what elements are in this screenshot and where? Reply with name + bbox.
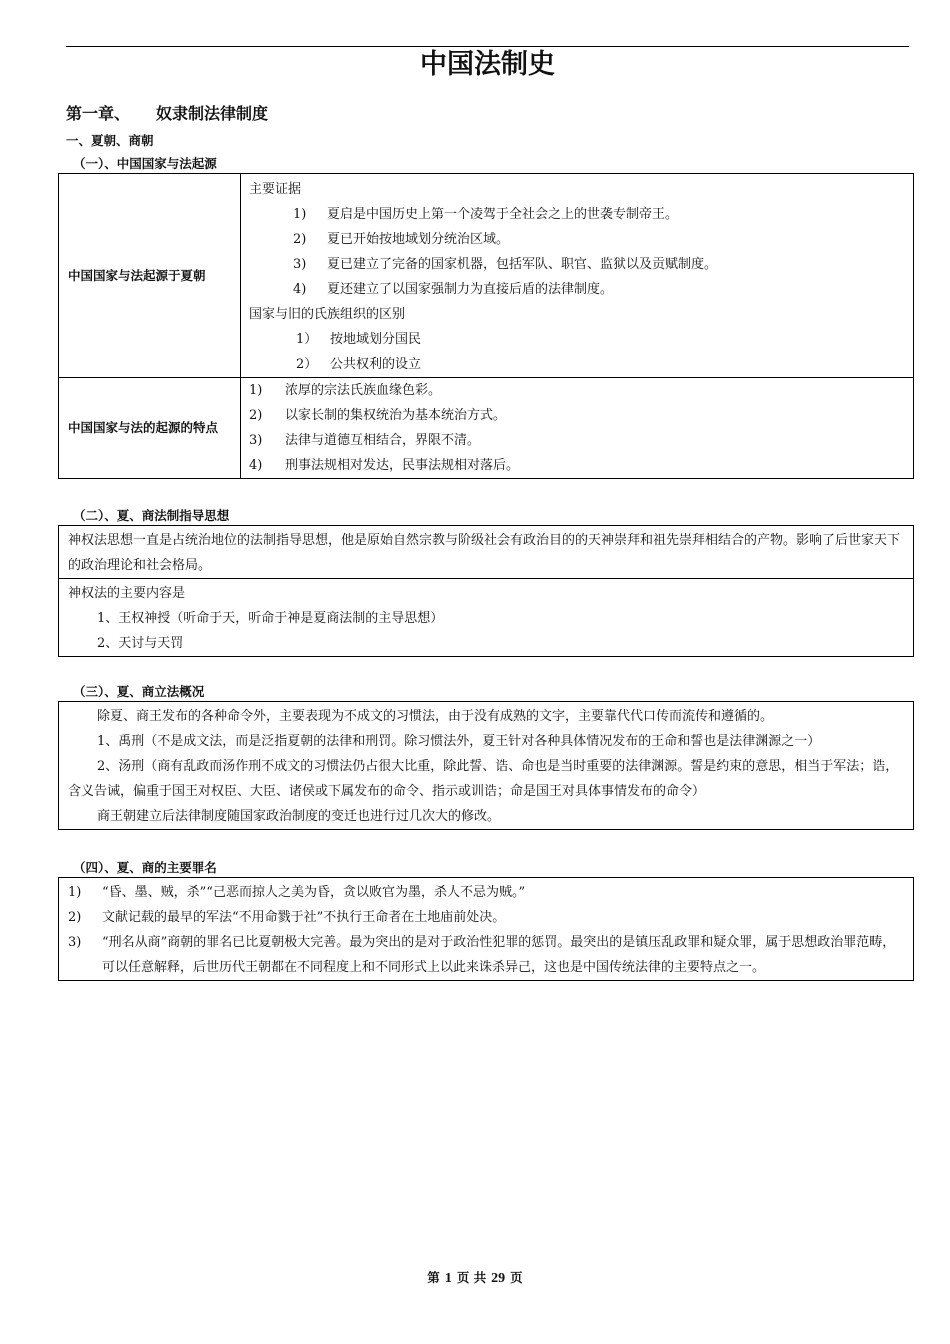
difference-title: 国家与旧的氏族组织的区别 <box>249 307 406 322</box>
row-label: 中国国家与法起源于夏朝 <box>59 174 241 378</box>
header-rule <box>66 46 909 47</box>
part4-table <box>58 877 914 981</box>
list-item: 4) 刑事法规相对发达，民事法规相对落后。 <box>249 458 520 473</box>
table-row <box>59 702 914 830</box>
part3-title: （三）、夏、商立法概况 <box>73 684 205 699</box>
list-item: 2、天讨与天罚 <box>97 636 184 651</box>
list-item: 1) 浓厚的宗法氏族血缘色彩。 <box>249 383 442 398</box>
table-row <box>59 878 914 981</box>
paragraph: 除夏、商王发布的各种命令外，主要表现为不成文的习惯法，由于没有成熟的文字，主要靠代代口传而流传和遵循的。 <box>97 709 774 724</box>
document-title: 中国法制史 <box>420 49 555 80</box>
list-item: 2） 公共权利的设立 <box>296 357 422 372</box>
row-label: 中国国家与法的起源的特点 <box>59 378 241 479</box>
part2-title: （二）、夏、商法制指导思想 <box>73 508 230 523</box>
page-footer: 第 1 页 共 29 页 <box>427 1270 523 1286</box>
table-row <box>59 174 914 378</box>
section-heading: 一、夏朝、商朝 <box>66 133 154 148</box>
list-item: 1) 夏启是中国历史上第一个凌驾于全社会之上的世袭专制帝王。 <box>293 207 679 222</box>
list-item: 2) 夏已开始按地域划分统治区域。 <box>293 232 510 247</box>
paragraph: 商王朝建立后法律制度随国家政治制度的变迁也进行过几次大的修改。 <box>97 809 501 824</box>
page-number: 1 <box>444 1271 452 1286</box>
row-content <box>241 174 914 378</box>
chapter-heading <box>66 101 268 124</box>
evidence-title: 主要证据 <box>249 182 302 197</box>
list-item: 1) “昏、墨、贼，杀”“己恶而掠人之美为昏，贪以败官为墨，杀人不忌为贼。” <box>68 885 526 900</box>
total-pages: 29 <box>491 1271 506 1286</box>
list-item: 2) 以家长制的集权统治为基本统治方式。 <box>249 408 507 423</box>
part1-table <box>58 173 914 479</box>
row-content <box>59 526 914 579</box>
paragraph: 神权法思想一直是占统治地位的法制指导思想，他是原始自然宗教与阶级社会有政治目的的天神崇拜和祖先崇拜相结合的产物。影响了后世家天下的政治理论和社会格局。 <box>68 533 901 573</box>
row-content <box>59 878 914 981</box>
list-item: 3) 法律与道德互相结合，界限不清。 <box>249 433 481 448</box>
row-content <box>59 702 914 830</box>
paragraph-title: 神权法的主要内容是 <box>68 586 186 601</box>
row-content <box>59 579 914 657</box>
list-item: 2) 文献记载的最早的军法“不用命戮于社”不执行王命者在土地庙前处决。 <box>68 910 506 925</box>
paragraph: 1、禹刑（不是成文法，而是泛指夏朝的法律和刑罚。除习惯法外，夏王针对各种具体情况发布的王命和誓也是法律渊源之一） <box>97 734 821 749</box>
chapter-number: 第一章、 <box>66 104 131 123</box>
table-row <box>59 579 914 657</box>
part3-table <box>58 701 914 830</box>
list-item: 3) 夏已建立了完备的国家机器，包括军队、职官、监狱以及贡赋制度。 <box>293 257 718 272</box>
list-item: 1） 按地域划分国民 <box>296 332 422 347</box>
paragraph: 2、汤刑（商有乱政而汤作刑不成文的习惯法仍占很大比重，除此誓、诰、命也是当时重要的法律渊源。誓是约束的意思，相当于军法；诰，含义告诫，偏重于国王对权臣、大臣、诸侯或下属发布的命令、指示或训诰；命是国王对具体事情发布的命令） <box>68 759 899 799</box>
table-row <box>59 378 914 479</box>
row-content <box>241 378 914 479</box>
list-item: 3) “刑名从商”商朝的罪名已比夏朝极大完善。最为突出的是对于政治性犯罪的惩罚。最突出的是镇压乱政罪和疑众罪，属于思想政治罪范畴，可以任意解释，后世历代王朝都在不同程度上和不同形式上以此来诛杀异己，这也是中国传统法律的主要特点之一。 <box>68 935 896 975</box>
table-row <box>59 526 914 579</box>
list-item: 4) 夏还建立了以国家强制力为直接后盾的法律制度。 <box>293 282 614 297</box>
chapter-name: 奴隶制法律制度 <box>156 104 269 123</box>
part1-title: （一）、中国国家与法起源 <box>73 156 217 171</box>
part2-table <box>58 525 914 657</box>
part4-title: （四）、夏、商的主要罪名 <box>73 860 217 875</box>
list-item: 1、王权神授（听命于天，听命于神是夏商法制的主导思想） <box>97 611 444 626</box>
